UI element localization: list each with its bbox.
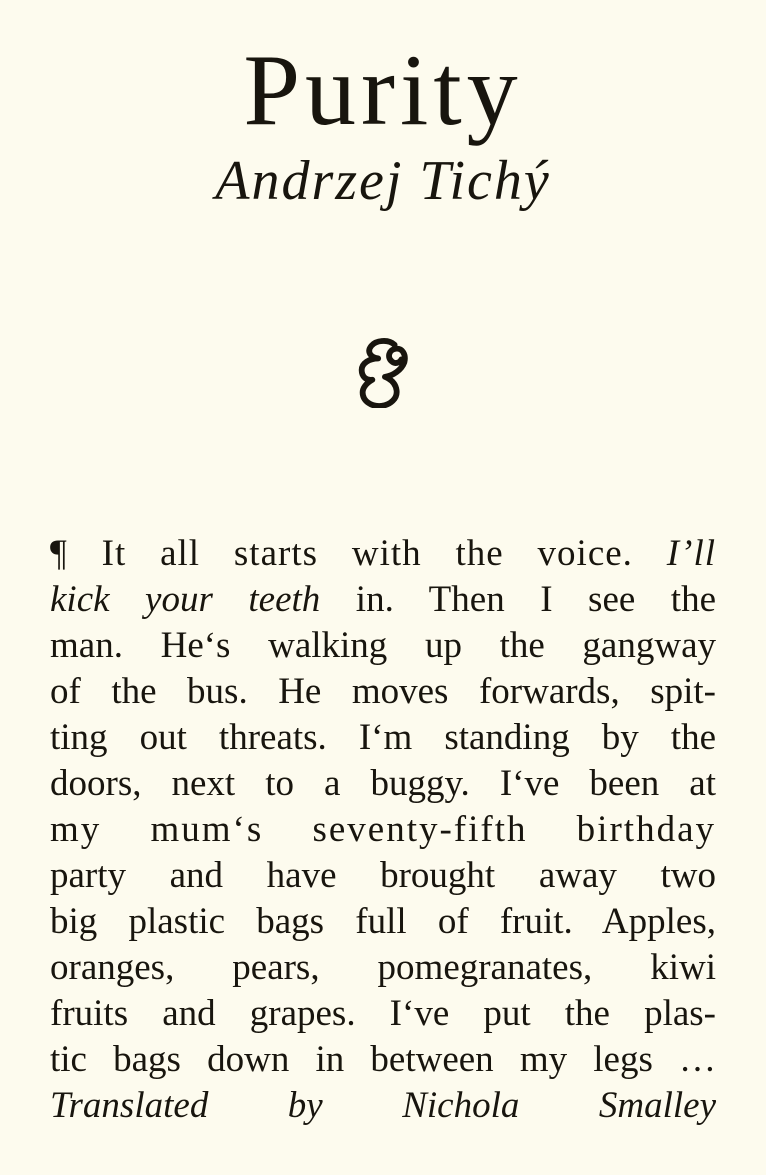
publisher-ampersand-icon: [351, 336, 415, 408]
excerpt-line: [50, 715, 716, 761]
excerpt-line: [50, 1037, 716, 1083]
excerpt-segment: my mum‘s seventy-fifth birthday: [50, 809, 716, 850]
excerpt-segment: doors, next to a buggy. I‘ve been at: [50, 763, 716, 804]
excerpt-segment: ¶ It all starts with the voice.: [50, 533, 667, 574]
cover-excerpt: [50, 531, 716, 1129]
excerpt-segment: ting out threats. I‘m standing by the: [50, 717, 716, 758]
excerpt-line: [50, 669, 716, 715]
excerpt-segment: tic bags down in between my legs …: [50, 1039, 716, 1080]
excerpt-line: [50, 761, 716, 807]
excerpt-segment: fruits and grapes. I‘ve put the plas-: [50, 993, 716, 1034]
ampersand-glyph: [351, 336, 415, 408]
excerpt-segment: man. He‘s walking up the gangway: [50, 625, 716, 666]
excerpt-line: [50, 945, 716, 991]
excerpt-segment: of the bus. He moves forwards, spit-: [50, 671, 716, 712]
excerpt-segment: big plastic bags full of fruit. Apples,: [50, 901, 716, 942]
excerpt-line: [50, 531, 716, 577]
book-title: Purity: [243, 34, 523, 147]
excerpt-line: [50, 899, 716, 945]
excerpt-line: [50, 577, 716, 623]
excerpt-line: [50, 807, 716, 853]
translator-credit: Translated by Nichola Smalley: [50, 1085, 716, 1126]
excerpt-line: [50, 623, 716, 669]
excerpt-segment-italic: I’ll: [666, 533, 716, 574]
excerpt-segment: in. Then I see the: [320, 579, 716, 620]
excerpt-line: [50, 991, 716, 1037]
excerpt-line: [50, 853, 716, 899]
excerpt-segment-italic: kick your teeth: [50, 579, 321, 620]
excerpt-segment: party and have brought away two: [50, 855, 716, 896]
author-name: Andrzej Tichý: [215, 150, 551, 212]
excerpt-segment: oranges, pears, pomegranates, kiwi: [50, 947, 716, 988]
